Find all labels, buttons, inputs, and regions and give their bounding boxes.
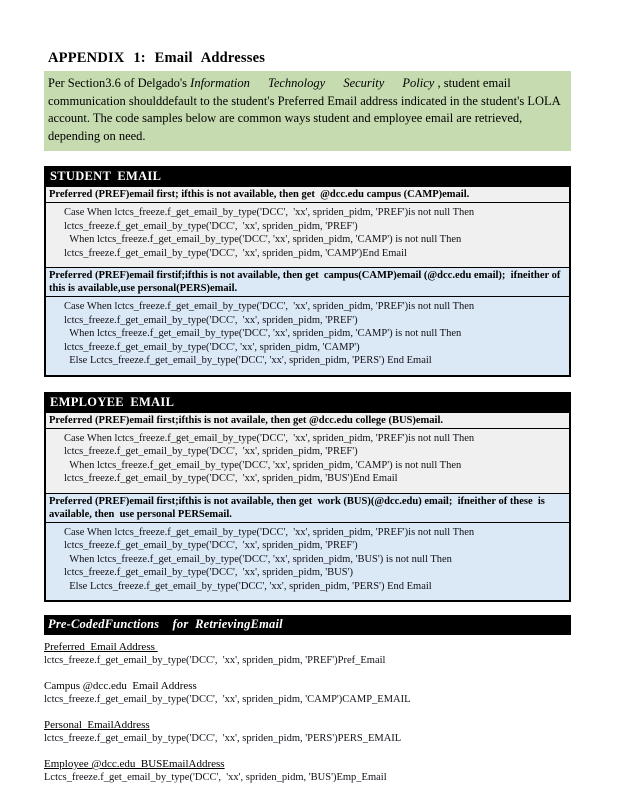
code-line: Else Lctcs_freeze.f_get_email_by_type('DCC', 'xx', spriden_pidm, 'PERS') End Email <box>64 580 432 592</box>
code-line: When lctcs_freeze.f_get_email_by_type('DCC', 'xx', spriden_pidm, 'CAMP') is not null Then <box>64 328 462 339</box>
student-code-1 <box>46 203 569 267</box>
code-line: Case When lctcs_freeze.f_get_email_by_type('DCC', 'xx', spriden_pidm, 'PREF')is not null Then <box>64 301 475 312</box>
function-label: Campus @dcc.edu Email Address <box>44 680 197 692</box>
code-line: Case When lctcs_freeze.f_get_email_by_type('DCC', 'xx', spriden_pidm, 'PREF')is not null Then <box>64 207 475 218</box>
code-line: lctcs_freeze.f_get_email_by_type('DCC', 'xx', spriden_pidm, 'PREF') <box>64 220 358 232</box>
intro-prefix: Per Section3.6 of Delgado's <box>48 76 191 90</box>
code-line: lctcs_freeze.f_get_email_by_type('DCC', 'xx', spriden_pidm, 'CAMP') <box>64 341 360 353</box>
function-item-campus <box>44 680 571 705</box>
employee-email-header: EMPLOYEE EMAIL <box>46 394 569 412</box>
intro-paragraph <box>44 71 571 151</box>
function-code: lctcs_freeze.f_get_email_by_type('DCC', 'xx', spriden_pidm, 'PERS')PERS_EMAIL <box>44 733 402 744</box>
function-item-employee <box>44 758 571 783</box>
code-line: lctcs_freeze.f_get_email_by_type('DCC', 'xx', spriden_pidm, 'PREF') <box>64 446 358 457</box>
employee-code-2 <box>46 523 569 601</box>
document-content <box>44 50 571 797</box>
employee-rule-2: Preferred (PREF)email first;ifthis is not available, then get work (BUS)(@dcc.edu) email; ifneither of these is available, then use personal PERSemail. <box>46 493 569 523</box>
code-line: lctcs_freeze.f_get_email_by_type('DCC', 'xx', spriden_pidm, 'PREF') <box>64 540 358 551</box>
code-line: When lctcs_freeze.f_get_email_by_type('DCC', 'xx', spriden_pidm, 'CAMP') is not null Then <box>64 234 462 245</box>
function-code: Lctcs_freeze.f_get_email_by_type('DCC', 'xx', spriden_pidm, 'BUS')Emp_Email <box>44 772 387 783</box>
policy-name-italic: Information Technology Security Policy <box>190 76 435 90</box>
code-line: lctcs_freeze.f_get_email_by_type('DCC', 'xx', spriden_pidm, 'BUS') <box>64 567 353 578</box>
precoded-functions-header: Pre-CodedFunctions for RetrievingEmail <box>44 615 571 635</box>
function-item-preferred <box>44 641 571 666</box>
code-line: When lctcs_freeze.f_get_email_by_type('DCC', 'xx', spriden_pidm, 'CAMP') is not null Then <box>64 459 462 471</box>
code-line: lctcs_freeze.f_get_email_by_type('DCC', 'xx', spriden_pidm, 'PREF') <box>64 314 358 326</box>
code-line: When lctcs_freeze.f_get_email_by_type('DCC', 'xx', spriden_pidm, 'BUS') is not null Then <box>64 553 452 565</box>
code-line: lctcs_freeze.f_get_email_by_type('DCC', 'xx', spriden_pidm, 'CAMP')End Email <box>64 247 407 259</box>
function-code: lctcs_freeze.f_get_email_by_type('DCC', 'xx', spriden_pidm, 'CAMP')CAMP_EMAIL <box>44 694 411 705</box>
employee-code-1 <box>46 429 569 493</box>
student-rule-1: Preferred (PREF)email first; ifthis is not available, then get @dcc.edu campus (CAMP)email. <box>46 186 569 203</box>
student-email-section <box>44 166 571 377</box>
function-label: Preferred Email Address <box>44 641 158 653</box>
employee-email-section <box>44 392 571 603</box>
function-label: Personal EmailAddress <box>44 719 150 731</box>
student-rule-2: Preferred (PREF)email firstif;ifthis is not available, then get campus(CAMP)email (@dcc.edu email); ifneither of this is available,use personal(PERS)email. <box>46 267 569 297</box>
employee-rule-1: Preferred (PREF)email first;ifthis is not availale, then get @dcc.edu college (BUS)email. <box>46 412 569 429</box>
intro-suffix: , student email communication shoulddefault to the student's Preferred Email address indicated in the student's LOLA account. The code samples below are common ways student and employee email are retrieved, depending on need. <box>48 76 561 143</box>
student-code-2 <box>46 297 569 375</box>
function-label: Employee @dcc.edu BUSEmailAddress <box>44 758 225 770</box>
page-title: APPENDIX 1: Email Addresses <box>48 50 266 66</box>
function-code: lctcs_freeze.f_get_email_by_type('DCC', 'xx', spriden_pidm, 'PREF')Pref_Email <box>44 655 386 666</box>
code-line: lctcs_freeze.f_get_email_by_type('DCC', 'xx', spriden_pidm, 'BUS')End Email <box>64 473 398 484</box>
student-email-header: STUDENT EMAIL <box>46 168 569 186</box>
code-line: Case When lctcs_freeze.f_get_email_by_type('DCC', 'xx', spriden_pidm, 'PREF')is not null Then <box>64 432 475 444</box>
code-line: Else Lctcs_freeze.f_get_email_by_type('DCC', 'xx', spriden_pidm, 'PERS') End Email <box>64 355 432 366</box>
code-line: Case When lctcs_freeze.f_get_email_by_type('DCC', 'xx', spriden_pidm, 'PREF')is not null Then <box>64 526 475 538</box>
function-item-personal <box>44 719 571 744</box>
